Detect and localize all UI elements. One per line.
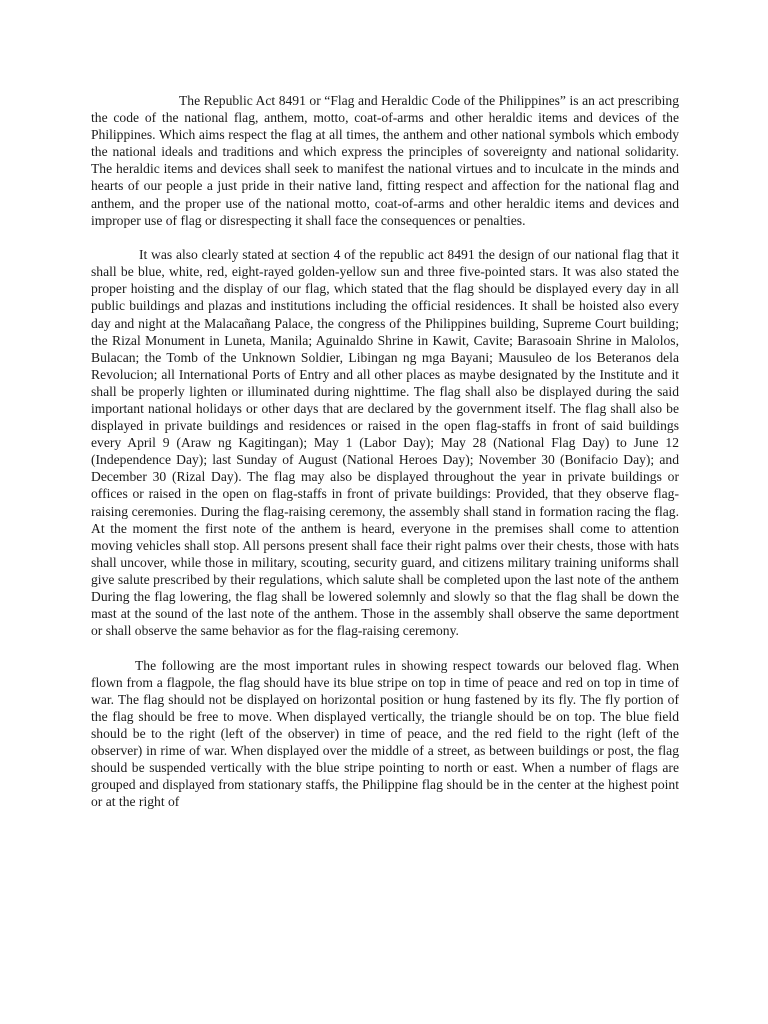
paragraph-2: It was also clearly stated at section 4 of the republic act 8491 the design of our national flag that it shall be blue, white, red, eight-rayed golden-yellow sun and three five-pointed stars. It was also stated the proper hoisting and the display of our flag, which stated that the flag should be displayed every day in all public buildings and plazas and institutions including the official residences. It shall be hoisted also every day and night at the Malacañang Palace, the congress of the Philippines building, Supreme Court building; the Rizal Monument in Luneta, Manila; Aguinaldo Shrine in Kawit, Cavite; Barasoain Shrine in Malolos, Bulacan; the Tomb of the Unknown Soldier, Libingan ng mga Bayani; Mausuleo de los Beteranos dela Revolucion; all International Ports of Entry and all other places as maybe designated by the Institute and it shall be properly lighten or illuminated during nighttime. The flag shall also be displayed during the said important national holidays or other days that are declared by the government itself. The flag shall also be displayed in private buildings and residences or raised in the open flag-staffs in front of said buildings every April 9 (Araw ng Kagitingan); May 1 (Labor Day); May 28 (National Flag Day) to June 12 (Independence Day); last Sunday of August (National Heroes Day); November 30 (Bonifacio Day); and December 30 (Rizal Day). The flag may also be displayed throughout the year in private buildings or offices or raised in the open on flag-staffs in front of private buildings: Provided, that they observe flag-raising ceremonies. During the flag-raising ceremony, the assembly shall stand in formation racing the flag. At the moment the first note of the anthem is heard, everyone in the premises shall come to attention moving vehicles shall stop. All persons present shall face their right palms over their chests, those with hats shall uncover, while those in military, scouting, security guard, and citizens military training uniforms shall give salute prescribed by their regulations, which salute shall be completed upon the last note of the anthem During the flag lowering, the flag shall be lowered solemnly and slowly so that the flag shall be down the mast at the sound of the last note of the anthem. Those in the assembly shall observe the same deportment or shall observe the same behavior as for the flag-raising ceremony. bbox=[91, 247, 679, 639]
paragraph-1: The Republic Act 8491 or “Flag and Heraldic Code of the Philippines” is an act prescribing the code of the national flag, anthem, motto, coat-of-arms and other heraldic items and devices of the Philippines. Which aims respect the flag at all times, the anthem and other national symbols which embody the national ideals and traditions and which express the principles of sovereignty and national solidarity. The heraldic items and devices shall seek to manifest the national virtues and to inculcate in the minds and hearts of our people a just pride in their native land, fitting respect and affection for the national flag and anthem, and the proper use of the national motto, coat-of-arms and other heraldic items and devices and improper use of flag or disrespecting it shall face the consequences or penalties. bbox=[91, 93, 679, 228]
document-page bbox=[91, 92, 679, 811]
paragraph-3: The following are the most important rules in showing respect towards our beloved flag. When flown from a flagpole, the flag should have its blue stripe on top in time of peace and red on top in time of war. The flag should not be displayed on horizontal position or hung fastened by its fly. The fly portion of the flag should be free to move. When displayed vertically, the triangle should be on top. The blue field should be to the right (left of the observer) in time of peace, and the red field to the right (left of the observer) in rime of war. When displayed over the middle of a street, as between buildings or post, the flag should be suspended vertically with the blue stripe pointing to north or east. When a number of flags are grouped and displayed from stationary staffs, the Philippine flag should be in the center at the highest point or at the right of bbox=[91, 657, 679, 810]
